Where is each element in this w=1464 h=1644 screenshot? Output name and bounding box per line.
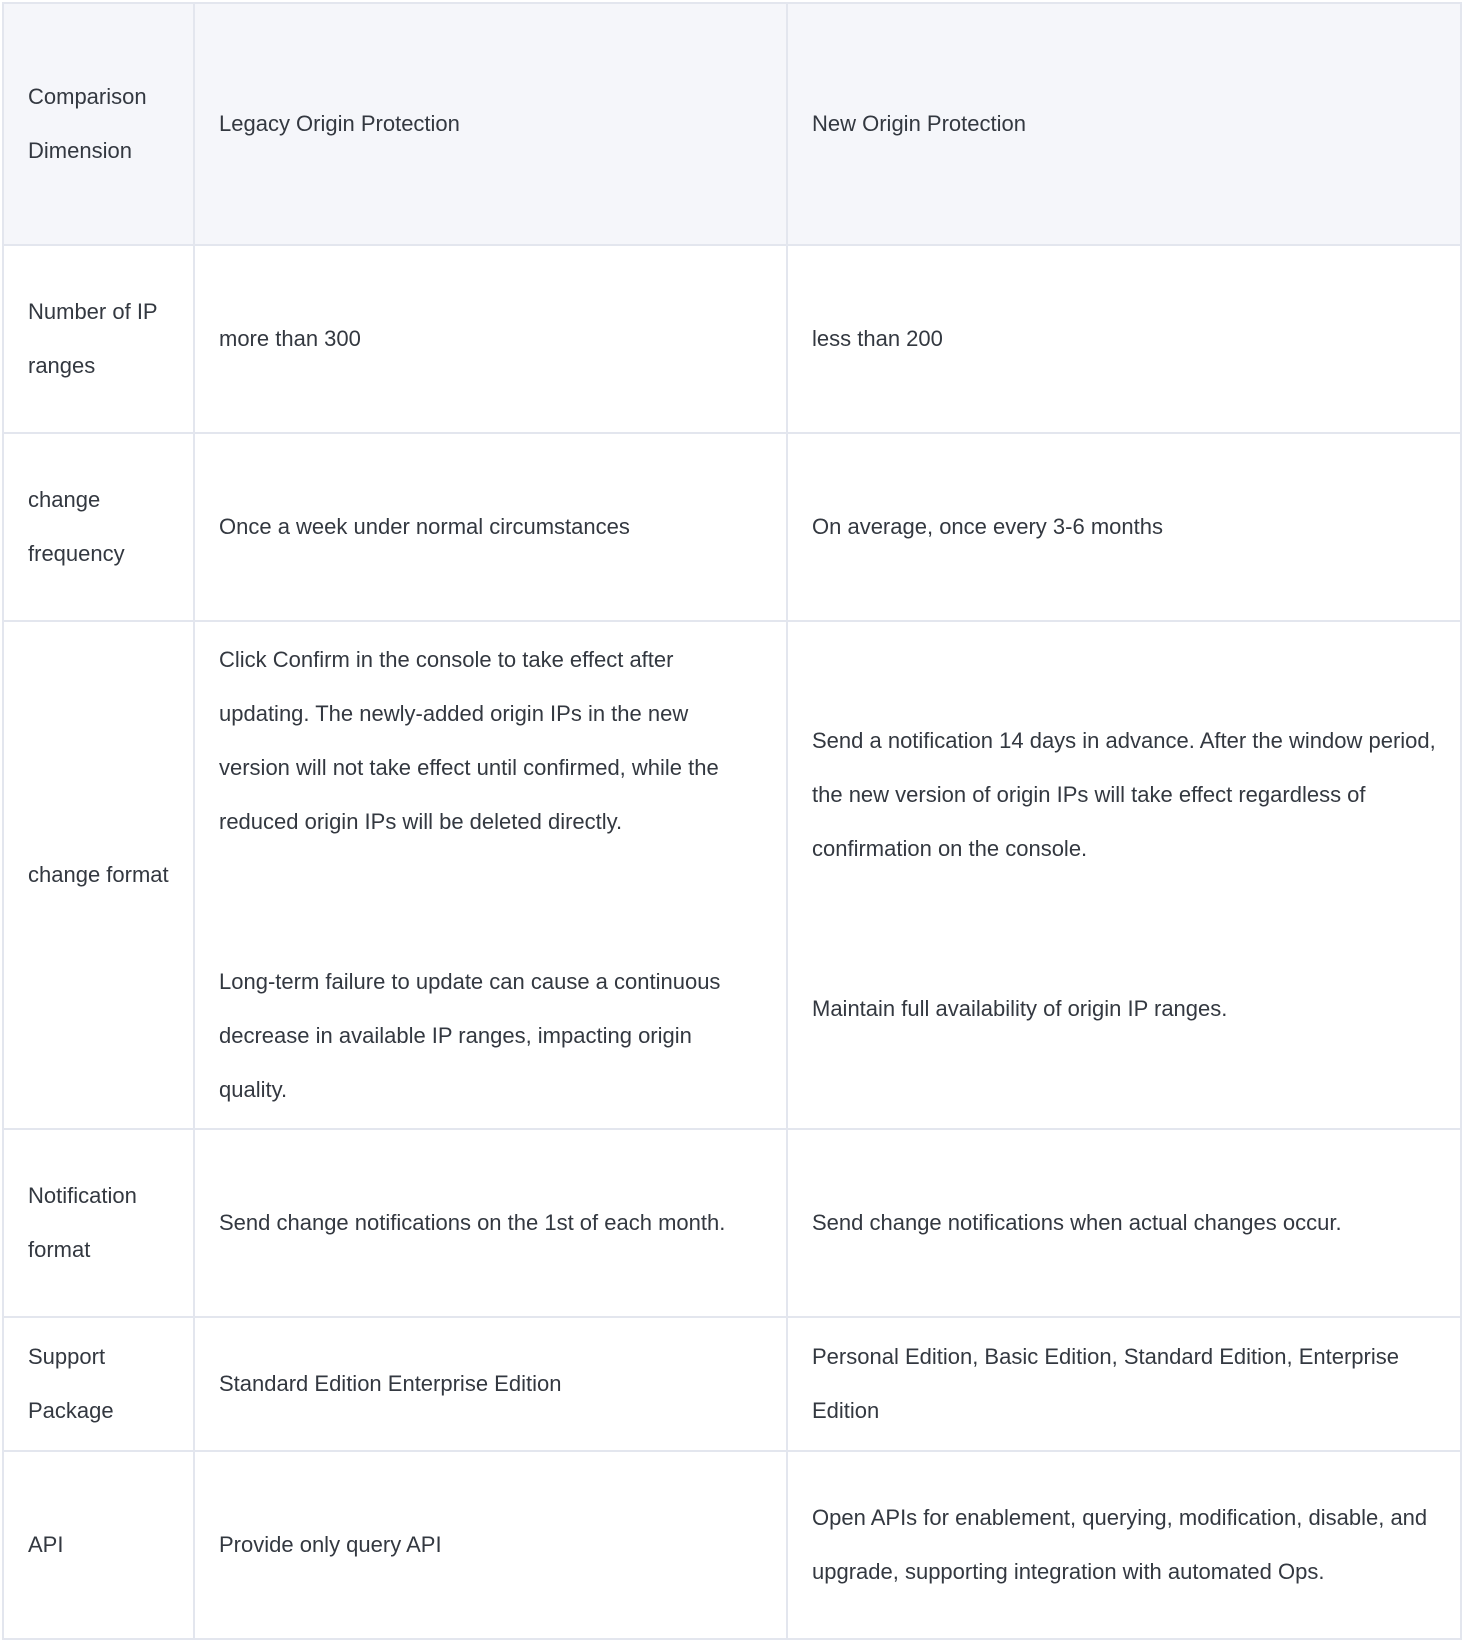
legacy-cell: [194, 1129, 787, 1317]
cell-text: Standard Edition Enterprise Edition: [219, 1371, 562, 1396]
cell-text: Personal Edition, Basic Edition, Standard Edition, Enterprise Edition: [812, 1344, 1399, 1423]
dimension-cell: change format: [3, 621, 194, 1129]
table-row-notification-format: [3, 1129, 1461, 1317]
cell-text: Long-term failure to update can cause a continuous decrease in available IP ranges, impacting origin quality.: [219, 969, 721, 1102]
new-cell: [787, 1129, 1461, 1317]
legacy-cell: [194, 1451, 787, 1639]
table-row-support-package: [3, 1317, 1461, 1451]
comparison-table-container: [2, 2, 1460, 1640]
new-cell: [787, 1451, 1461, 1639]
new-cell: [787, 433, 1461, 621]
cell-text: On average, once every 3-6 months: [812, 514, 1163, 539]
cell-text: Open APIs for enablement, querying, modification, disable, and upgrade, supporting integration with automated Ops.: [812, 1505, 1428, 1584]
cell-text: more than 300: [219, 326, 361, 351]
header-row: [3, 3, 1461, 245]
dimension-cell: Number of IP ranges: [3, 245, 194, 433]
legacy-cell: [194, 245, 787, 433]
table-row-api: [3, 1451, 1461, 1639]
legacy-cell: [194, 1317, 787, 1451]
table-row-change-frequency: [3, 433, 1461, 621]
cell-text: Click Confirm in the console to take effect after updating. The newly-added origin IPs in the new version will not take effect until confirmed, while the reduced origin IPs will be deleted directly.: [219, 647, 719, 834]
cell-text: Maintain full availability of origin IP ranges.: [812, 996, 1228, 1021]
table-header: [3, 3, 1461, 245]
cell-text: Provide only query API: [219, 1532, 442, 1557]
legacy-cell: [194, 433, 787, 621]
table-row-change-format: [3, 621, 1461, 1129]
header-comparison-dimension: Comparison Dimension: [3, 3, 194, 245]
dimension-cell: Support Package: [3, 1317, 194, 1451]
cell-text: less than 200: [812, 326, 943, 351]
cell-text: Send a notification 14 days in advance. After the window period, the new version of origin IPs will take effect regardless of confirmation on the console.: [812, 728, 1436, 861]
dimension-cell: API: [3, 1451, 194, 1639]
new-cell: [787, 245, 1461, 433]
table-body: [3, 245, 1461, 1639]
legacy-cell: [194, 621, 787, 1129]
new-cell: [787, 1317, 1461, 1451]
header-new-origin-protection: New Origin Protection: [787, 3, 1461, 245]
comparison-table: [2, 2, 1462, 1640]
cell-text: Once a week under normal circumstances: [219, 514, 630, 539]
table-row-ip-ranges: [3, 245, 1461, 433]
cell-text: Send change notifications on the 1st of each month.: [219, 1210, 726, 1235]
cell-text: Send change notifications when actual changes occur.: [812, 1210, 1342, 1235]
dimension-cell: change frequency: [3, 433, 194, 621]
new-cell: [787, 621, 1461, 1129]
dimension-cell: Notification format: [3, 1129, 194, 1317]
header-legacy-origin-protection: Legacy Origin Protection: [194, 3, 787, 245]
